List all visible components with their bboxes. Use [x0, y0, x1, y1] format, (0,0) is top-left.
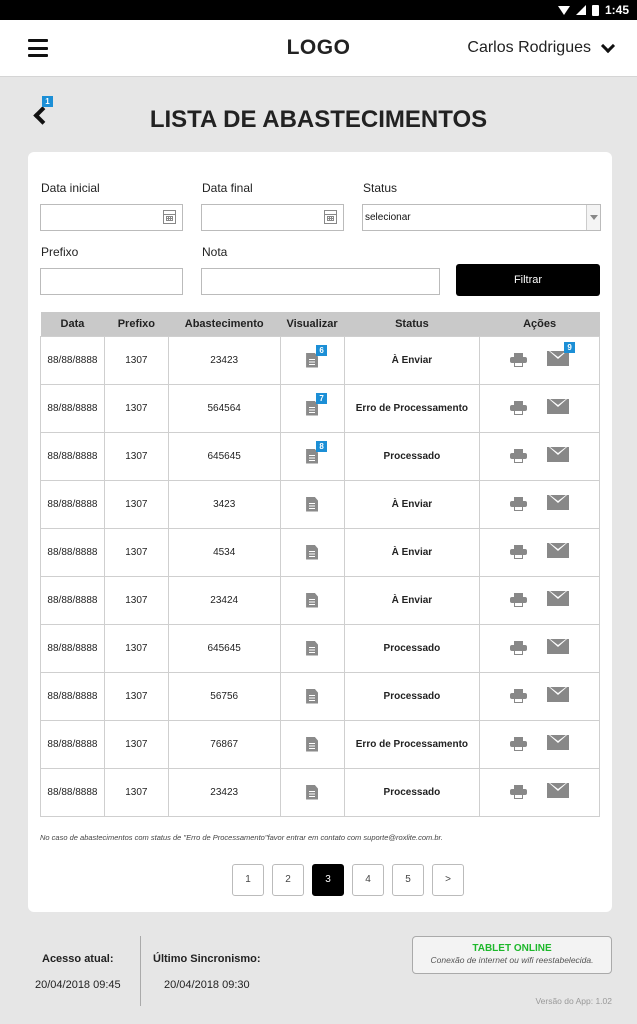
mail-icon[interactable] [547, 639, 569, 654]
print-icon[interactable] [510, 497, 527, 511]
prefixo-input[interactable] [40, 268, 183, 295]
data-inicial-input[interactable] [40, 204, 183, 231]
page-button-2[interactable]: 2 [272, 864, 304, 896]
mail-icon[interactable] [547, 687, 569, 702]
user-name: Carlos Rodrigues [467, 39, 591, 56]
cell-acoes [480, 480, 600, 528]
cell-data: 88/88/8888 [41, 336, 105, 384]
data-final-input[interactable] [201, 204, 344, 231]
cell-status: À Enviar [344, 480, 480, 528]
cell-status: À Enviar [344, 336, 480, 384]
cell-data: 88/88/8888 [41, 624, 105, 672]
mail-icon[interactable] [547, 591, 569, 606]
mail-icon[interactable] [547, 543, 569, 558]
sync-value: 20/04/2018 09:30 [164, 979, 250, 991]
email-button[interactable] [547, 687, 569, 705]
cell-abastecimento: 645645 [168, 624, 280, 672]
mail-icon[interactable] [547, 735, 569, 750]
page-button-5[interactable]: 5 [392, 864, 424, 896]
cell-abastecimento: 3423 [168, 480, 280, 528]
filter-button[interactable]: Filtrar [456, 264, 600, 296]
acesso-value: 20/04/2018 09:45 [35, 979, 121, 991]
cell-prefixo: 1307 [104, 768, 168, 816]
cell-abastecimento: 645645 [168, 432, 280, 480]
calendar-icon[interactable] [163, 210, 176, 224]
view-document-button[interactable] [306, 593, 318, 608]
data-inicial-label: Data inicial [41, 181, 100, 195]
email-button[interactable] [547, 591, 569, 609]
cell-data: 88/88/8888 [41, 720, 105, 768]
cell-abastecimento: 76867 [168, 720, 280, 768]
notification-badge: 1 [42, 96, 53, 107]
cell-acoes [480, 576, 600, 624]
document-badge: 8 [316, 441, 327, 452]
table-row [41, 768, 600, 816]
online-title: TABLET ONLINE [472, 943, 552, 954]
battery-icon [592, 5, 599, 16]
cell-prefixo: 1307 [104, 480, 168, 528]
cell-visualizar [280, 624, 344, 672]
col-abastecimento: Abastecimento [168, 312, 280, 336]
support-note: No caso de abastecimentos com status de "Erro de Processamento"favor entrar em contato com suporte@roxlite.com.br. [40, 833, 443, 842]
col-visualizar: Visualizar [280, 312, 344, 336]
email-button[interactable] [547, 447, 569, 465]
document-icon[interactable] [306, 689, 318, 704]
cell-data: 88/88/8888 [41, 672, 105, 720]
cell-status: Processado [344, 672, 480, 720]
col-acoes: Ações [480, 312, 600, 336]
cell-prefixo: 1307 [104, 384, 168, 432]
status-bar [0, 0, 637, 20]
cell-acoes [480, 720, 600, 768]
view-document-button[interactable] [306, 393, 324, 416]
cell-prefixo: 1307 [104, 624, 168, 672]
cell-prefixo: 1307 [104, 576, 168, 624]
cell-data: 88/88/8888 [41, 528, 105, 576]
data-final-label: Data final [202, 181, 253, 195]
print-icon[interactable] [510, 689, 527, 703]
cell-abastecimento: 23424 [168, 576, 280, 624]
document-badge: 7 [316, 393, 327, 404]
cell-status: À Enviar [344, 576, 480, 624]
cell-visualizar [280, 768, 344, 816]
view-document-button[interactable] [306, 497, 318, 512]
nota-input[interactable] [201, 268, 440, 295]
cell-status: Erro de Processamento [344, 384, 480, 432]
table-row [41, 384, 600, 432]
document-badge: 6 [316, 345, 327, 356]
cell-visualizar [280, 480, 344, 528]
dropdown-arrow-icon [586, 205, 600, 230]
col-status: Status [344, 312, 480, 336]
email-button[interactable] [547, 342, 572, 369]
cell-visualizar [280, 720, 344, 768]
cell-visualizar [280, 384, 344, 432]
page-button-4[interactable]: 4 [352, 864, 384, 896]
mail-icon[interactable] [547, 783, 569, 798]
email-button[interactable] [547, 495, 569, 513]
online-subtitle: Conexão de internet ou wifi reestabelecida. [430, 955, 594, 965]
status-select-value: selecionar [365, 212, 411, 223]
cell-visualizar [280, 528, 344, 576]
cell-visualizar [280, 672, 344, 720]
table-row [41, 528, 600, 576]
cell-acoes [480, 384, 600, 432]
cell-abastecimento: 23423 [168, 336, 280, 384]
mail-badge: 9 [564, 342, 575, 353]
table-row [41, 624, 600, 672]
email-button[interactable] [547, 399, 569, 417]
mail-icon[interactable] [547, 351, 569, 366]
email-button[interactable] [547, 735, 569, 753]
document-icon[interactable] [306, 545, 318, 560]
print-icon[interactable] [510, 641, 527, 655]
app-version: Versão do App: 1.02 [535, 996, 612, 1006]
cell-abastecimento: 23423 [168, 768, 280, 816]
cell-abastecimento: 564564 [168, 384, 280, 432]
content-card [28, 152, 612, 912]
cell-data: 88/88/8888 [41, 768, 105, 816]
cell-data: 88/88/8888 [41, 480, 105, 528]
document-icon[interactable] [306, 737, 318, 752]
next-page-button[interactable]: > [432, 864, 464, 896]
mail-icon[interactable] [547, 495, 569, 510]
view-document-button[interactable] [306, 737, 318, 752]
table-header-row [41, 312, 600, 336]
status-time: 1:45 [604, 3, 629, 17]
prefixo-label: Prefixo [41, 245, 79, 259]
document-icon[interactable] [306, 593, 318, 608]
cell-prefixo: 1307 [104, 720, 168, 768]
pagination [232, 864, 464, 896]
cell-prefixo: 1307 [104, 672, 168, 720]
col-prefixo: Prefixo [104, 312, 168, 336]
chevron-down-icon [601, 38, 615, 52]
cell-acoes [480, 432, 600, 480]
cell-acoes [480, 672, 600, 720]
cell-prefixo: 1307 [104, 336, 168, 384]
mail-icon[interactable] [547, 399, 569, 414]
cell-status: Processado [344, 432, 480, 480]
document-icon[interactable] [306, 497, 318, 512]
col-data: Data [41, 312, 105, 336]
table-row [41, 480, 600, 528]
view-document-button[interactable] [306, 545, 318, 560]
print-icon[interactable] [510, 353, 527, 367]
logo: LOGO [286, 36, 351, 59]
calendar-icon[interactable] [324, 210, 337, 224]
email-button[interactable] [547, 543, 569, 561]
print-icon[interactable] [510, 545, 527, 559]
cell-status: Processado [344, 624, 480, 672]
print-icon[interactable] [510, 449, 527, 463]
wifi-icon [558, 6, 570, 15]
nota-label: Nota [202, 245, 228, 259]
view-document-button[interactable] [306, 345, 324, 368]
footer-divider [140, 936, 141, 1006]
user-menu[interactable] [467, 39, 613, 57]
email-button[interactable] [547, 783, 569, 801]
cell-data: 88/88/8888 [41, 576, 105, 624]
print-icon[interactable] [510, 785, 527, 799]
status-label: Status [363, 181, 398, 195]
cell-status: À Enviar [344, 528, 480, 576]
table-row [41, 432, 600, 480]
cell-acoes [480, 336, 600, 384]
cell-visualizar [280, 432, 344, 480]
app-header [0, 20, 637, 77]
document-icon[interactable] [306, 641, 318, 656]
view-document-button[interactable] [306, 441, 324, 464]
page-title: LISTA DE ABASTECIMENTOS [149, 106, 488, 133]
cell-abastecimento: 4534 [168, 528, 280, 576]
status-select[interactable] [362, 204, 601, 231]
page-button-3[interactable]: 3 [312, 864, 344, 896]
cell-acoes [480, 768, 600, 816]
table-row [41, 336, 600, 384]
print-icon[interactable] [510, 737, 527, 751]
table-row [41, 672, 600, 720]
cell-status: Erro de Processamento [344, 720, 480, 768]
cell-acoes [480, 528, 600, 576]
sync-label: Último Sincronismo: [153, 953, 261, 965]
cell-data: 88/88/8888 [41, 432, 105, 480]
print-icon[interactable] [510, 401, 527, 415]
cell-acoes [480, 624, 600, 672]
view-document-button[interactable] [306, 689, 318, 704]
document-icon[interactable] [306, 785, 318, 800]
connection-status-box [412, 936, 612, 974]
view-document-button[interactable] [306, 641, 318, 656]
cell-prefixo: 1307 [104, 432, 168, 480]
table-row [41, 720, 600, 768]
page-button-1[interactable]: 1 [232, 864, 264, 896]
mail-icon[interactable] [547, 447, 569, 462]
cell-visualizar [280, 336, 344, 384]
print-icon[interactable] [510, 593, 527, 607]
cell-data: 88/88/8888 [41, 384, 105, 432]
abastecimentos-table [40, 312, 600, 817]
table-row [41, 576, 600, 624]
cell-prefixo: 1307 [104, 528, 168, 576]
cell-status: Processado [344, 768, 480, 816]
view-document-button[interactable] [306, 785, 318, 800]
cell-abastecimento: 56756 [168, 672, 280, 720]
signal-icon [576, 5, 586, 15]
cell-visualizar [280, 576, 344, 624]
email-button[interactable] [547, 639, 569, 657]
acesso-label: Acesso atual: [42, 953, 114, 965]
